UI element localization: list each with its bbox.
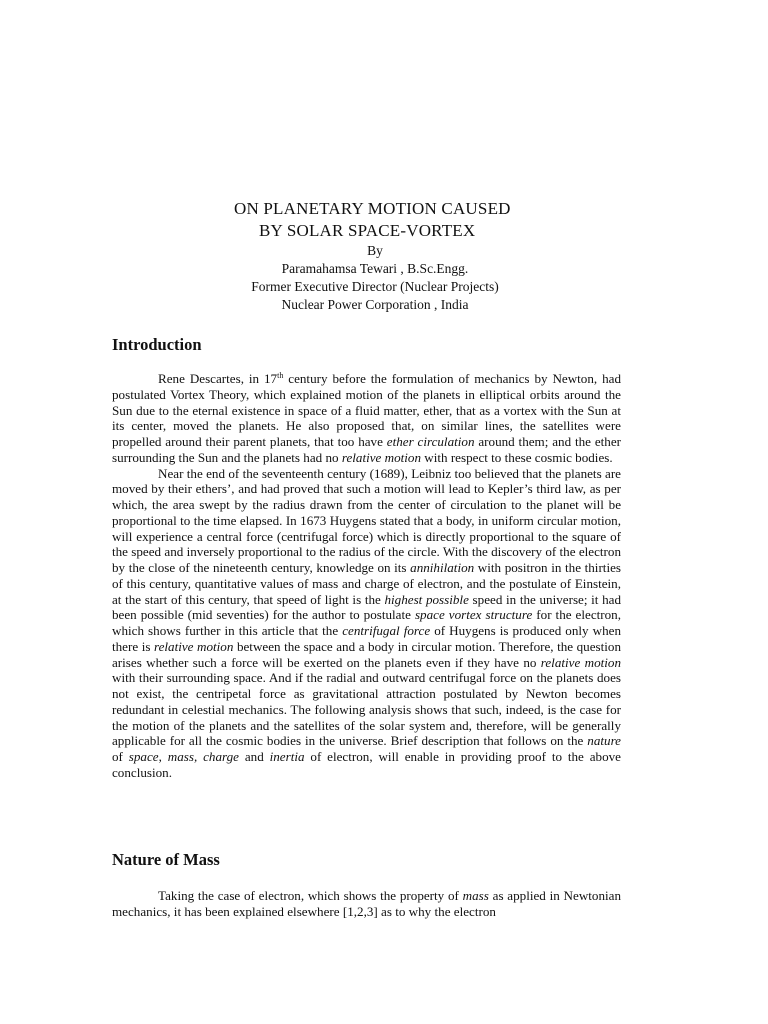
author-organization: Nuclear Power Corporation , India [281, 297, 469, 312]
italic-term: highest possible [384, 591, 469, 607]
text-run: and [238, 749, 270, 764]
italic-term: nature [587, 733, 621, 749]
introduction-paragraph-1 [112, 371, 621, 466]
text-run: with respect to these cosmic bodies. [421, 449, 613, 465]
title-block [0, 198, 768, 314]
text-run: of electron, will enable in providing proof to the above conclusion. [112, 749, 621, 780]
italic-term: mass, charge [167, 749, 239, 764]
italic-term: relative motion [540, 654, 621, 670]
text-run: as applied in Newtonian mechanics, it has been explained elsewhere [1,2,3] as to why the electron [112, 888, 622, 919]
nature-of-mass-paragraph-1 [112, 888, 621, 920]
italic-term: mass [462, 888, 489, 903]
italic-term: centrifugal force [342, 623, 431, 638]
text-run: for the electron, which shows further in this article that the [112, 607, 621, 638]
text-run: with positron in the thirties of this century, quantitative values of mass and charge of electron, and the postulate of Einstein, at the start of this century, that speed of light is the [112, 560, 621, 607]
italic-term: inertia [269, 749, 305, 764]
italic-term: space [128, 749, 159, 764]
text-run: around them; and the ether surrounding the Sun and the planets had no [112, 434, 621, 465]
text-run: with their surrounding space. And if the radial and outward centrifugal force on the planets does not exist, the centripetal force as gravitational attraction postulated by Newton becomes redundant in celestial mechanics. The following analysis shows that such, indeed, is the case for the motion of the planets and the satellites of the solar system and, therefore, will be generally applicable for all the cosmic bodies in the universe. Brief description that follows on the [112, 670, 621, 749]
italic-term: space vortex structure [414, 607, 533, 623]
text-run: Taking the case of electron, which shows the property of [158, 888, 463, 903]
author-position: Former Executive Director (Nuclear Projects) [251, 279, 499, 294]
introduction-body [112, 371, 621, 781]
text-run: of Huygens is produced only when there is [112, 623, 621, 654]
italic-term: annihilation [410, 560, 475, 575]
text-run: speed in the universe; it had been possible (mid seventies) for the author to postulate [112, 591, 622, 623]
paper-title-line-1: ON PLANETARY MOTION CAUSED [234, 199, 511, 218]
nature-of-mass-body [112, 888, 621, 920]
text-run: , [158, 749, 168, 764]
text-run: between the space and a body in circular motion. Therefore, the question arises whether such a force will be exerted on the planets even if they have no [112, 638, 621, 670]
author-name: Paramahamsa Tewari , B.Sc.Engg. [281, 261, 469, 276]
text-run: of [112, 749, 129, 764]
section-heading-introduction: Introduction [112, 335, 202, 354]
section-heading-nature-of-mass: Nature of Mass [112, 850, 220, 869]
byline-by: By [367, 243, 383, 258]
text-run: century before the formulation of mechanics by Newton, had postulated Vortex Theory, which explained motion of the planets in elliptical orbits around the Sun due to the eternal existence in space of a fluid matter, ether, that as a vortex with the Sun at its center, moved the planets. He also proposed that, on similar lines, the satellites were propelled around their parent planets, that too have [112, 371, 622, 449]
italic-term: relative motion [341, 449, 421, 465]
italic-term: ether circulation [386, 434, 475, 449]
introduction-paragraph-2 [112, 466, 621, 781]
italic-term: relative motion [153, 638, 234, 654]
superscript: th [277, 371, 284, 380]
text-run: Rene Descartes, in 17 [158, 371, 278, 386]
paper-title-line-2: BY SOLAR SPACE-VORTEX [259, 221, 476, 240]
text-run: Near the end of the seventeenth century (1689), Leibniz too believed that the planets are moved by their ethers’, and had proved that such a motion will lead to Kepler’s third law, as per which, the area swept by the radius drawn from the center of circulation to the planet will be proportional to the time elapsed. In 1673 Huygens stated that a body, in uniform circular motion, will experience a central force (centrifugal force) which is directly proportional to the square of the speed and inversely proportional to the radius of the circle. With the discovery of the electron by the close of the nineteenth century, knowledge on its [112, 465, 621, 575]
